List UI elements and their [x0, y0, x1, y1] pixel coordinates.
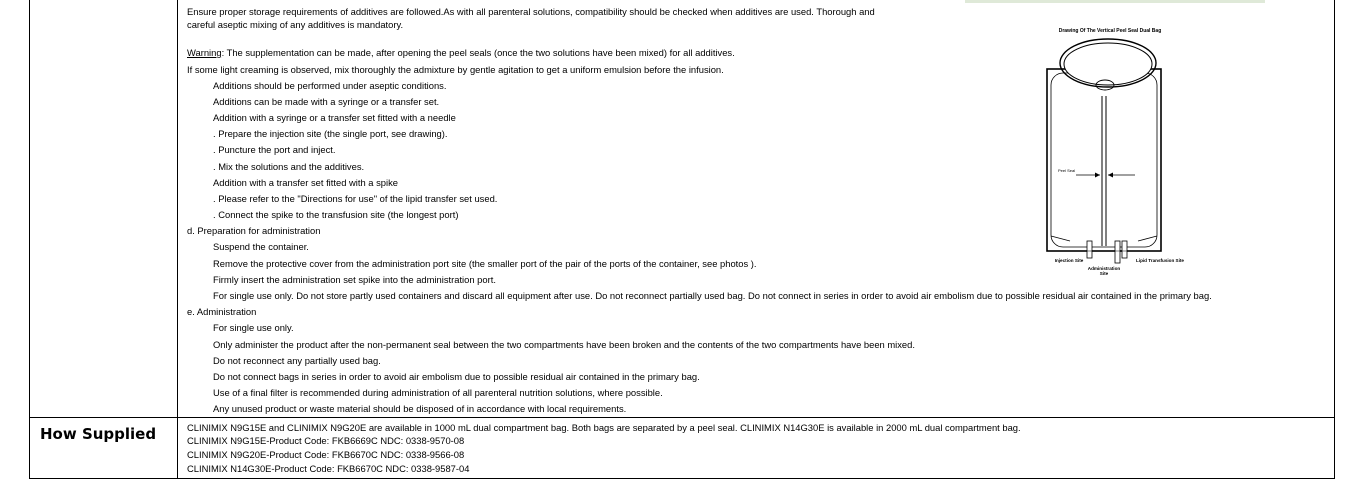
text-line: . Please refer to the "Directions for use" of the lipid transfer set used. — [213, 193, 498, 204]
text-line: careful aseptic mixing of any additives is mandatory. — [187, 19, 404, 30]
supplied-line: CLINIMIX N9G15E-Product Code: FKB6669C NDC: 0338-9570-08 — [187, 435, 465, 446]
text-line: Do not reconnect any partially used bag. — [213, 355, 381, 366]
drawing-title: Drawing Of The Vertical Peel Seal Dual Bag — [1058, 28, 1162, 34]
text-line: Remove the protective cover from the administration port site (the smaller port of the pair of the ports of the container, see photos ). — [213, 258, 757, 269]
text-line: Addition with a syringe or a transfer set fitted with a needle — [213, 112, 456, 123]
text-line: Addition with a transfer set fitted with a spike — [213, 177, 398, 188]
text-line: . Connect the spike to the transfusion site (the longest port) — [213, 209, 459, 220]
lipid-transfusion-site-label: Lipid Transfusion Site — [1136, 258, 1184, 263]
text-line: For single use only. — [213, 322, 294, 333]
administration-site-label: Administration Site — [1087, 266, 1121, 276]
text-line: For single use only. Do not store partly used containers and discard all equipment after use. Do not reconnect partially used bag. Do not connect in series in order to avoid air embolism due to possible residual air contained in the primary bag. — [213, 290, 1212, 301]
warning-word: Warning — [187, 47, 222, 58]
text-line: . Mix the solutions and the additives. — [213, 161, 365, 172]
column-divider — [177, 0, 178, 478]
image-fragment — [965, 0, 1265, 3]
section-heading: e. Administration — [187, 306, 257, 317]
peel-seal-label: Peel Seal — [1058, 168, 1076, 173]
text-line: Additions should be performed under aseptic conditions. — [213, 80, 447, 91]
text-line: . Puncture the port and inject. — [213, 144, 336, 155]
text-line: Suspend the container. — [213, 241, 309, 252]
text-line: Do not connect bags in series in order to avoid air embolism due to possible residual air contained in the primary bag. — [213, 371, 700, 382]
how-supplied-label: How Supplied — [40, 425, 157, 443]
text-line: Additions can be made with a syringe or a transfer set. — [213, 96, 440, 107]
injection-site-label: Injection Site — [1054, 258, 1084, 263]
text-line: Ensure proper storage requirements of additives are followed.As with all parenteral solutions, compatibility should be checked when additives are used. Thorough and — [187, 6, 875, 17]
supplied-line: CLINIMIX N9G15E and CLINIMIX N9G20E are available in 1000 mL dual compartment bag. Both bags are separated by a peel seal. CLINIMIX N14G30E is available in 2000 mL dual compartment bag. — [187, 422, 1021, 433]
text-line: . Prepare the injection site (the single port, see drawing). — [213, 128, 448, 139]
text-line: Only administer the product after the non-permanent seal between the two compartments have been broken and the contents of the two compartments have been mixed. — [213, 339, 915, 350]
text-line: Firmly insert the administration set spike into the administration port. — [213, 274, 496, 285]
warning-text: : The supplementation can be made, after opening the peel seals (once the two solutions have been mixed) for all additives. — [221, 47, 735, 58]
supplied-line: CLINIMIX N14G30E-Product Code: FKB6670C NDC: 0338-9587-04 — [187, 463, 470, 474]
text-line: If some light creaming is observed, mix thoroughly the admixture by gentle agitation to get a uniform emulsion before the infusion. — [187, 64, 724, 75]
warning-line — [187, 47, 735, 59]
row-divider — [30, 417, 1334, 418]
supplied-line: CLINIMIX N9G20E-Product Code: FKB6670C NDC: 0338-9566-08 — [187, 449, 465, 460]
text-line: Any unused product or waste material should be disposed of in accordance with local requirements. — [213, 403, 627, 414]
section-heading: d. Preparation for administration — [187, 225, 321, 236]
dual-bag-drawing — [1040, 28, 1200, 283]
text-line: Use of a final filter is recommended during administration of all parenteral nutrition solutions, where possible. — [213, 387, 663, 398]
bag-outline — [1040, 36, 1200, 266]
